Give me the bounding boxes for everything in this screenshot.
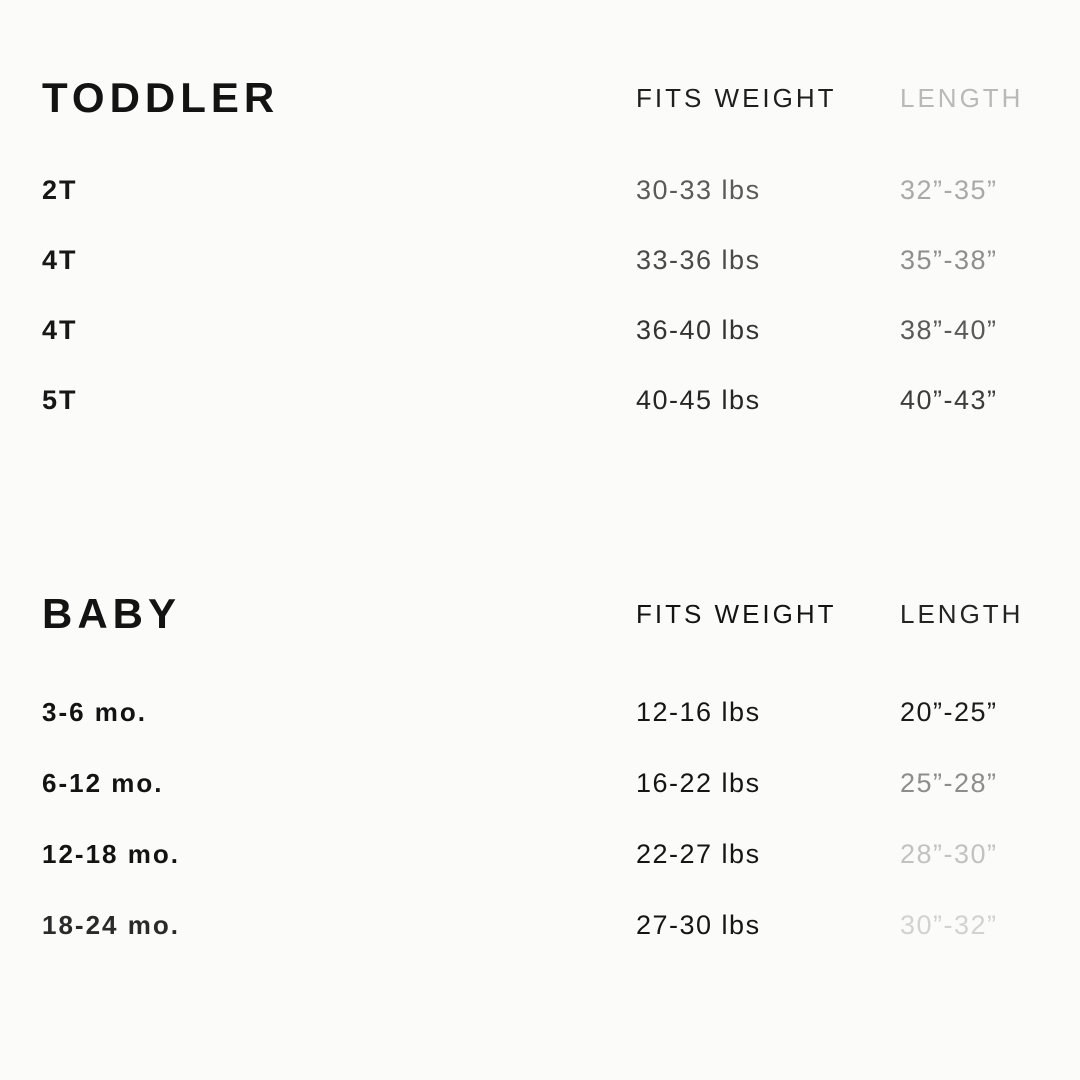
column-header-length-toddler: LENGTH — [900, 83, 1024, 113]
section-header-toddler — [0, 72, 1080, 134]
column-header-length-baby: LENGTH — [900, 599, 1024, 629]
cell-weight: 27-30 lbs — [636, 910, 761, 940]
cell-weight: 30-33 lbs — [636, 175, 761, 205]
cell-length: 20”-25” — [900, 697, 998, 727]
cell-size: 18-24 mo. — [42, 910, 180, 940]
cell-size: 5T — [42, 385, 78, 415]
section-header-baby — [0, 588, 1080, 650]
section-title-baby: BABY — [42, 590, 182, 637]
cell-size: 12-18 mo. — [42, 839, 180, 869]
table-row — [0, 763, 1080, 834]
cell-length: 40”-43” — [900, 385, 998, 415]
table-row — [0, 905, 1080, 976]
cell-size: 2T — [42, 175, 78, 205]
cell-length: 38”-40” — [900, 315, 998, 345]
table-row — [0, 692, 1080, 763]
table-row — [0, 240, 1080, 310]
table-row — [0, 310, 1080, 380]
column-header-fits-weight-toddler: FITS WEIGHT — [636, 83, 837, 113]
table-row — [0, 380, 1080, 450]
column-header-fits-weight-baby: FITS WEIGHT — [636, 599, 837, 629]
size-section-toddler — [0, 72, 1080, 450]
cell-length: 25”-28” — [900, 768, 998, 798]
cell-length: 32”-35” — [900, 175, 998, 205]
size-section-baby — [0, 588, 1080, 972]
cell-weight: 33-36 lbs — [636, 245, 761, 275]
cell-weight: 22-27 lbs — [636, 839, 761, 869]
cell-weight: 16-22 lbs — [636, 768, 761, 798]
size-rows-toddler — [0, 170, 1080, 450]
size-rows-baby — [0, 692, 1080, 972]
cell-weight: 40-45 lbs — [636, 385, 761, 415]
cell-length: 28”-30” — [900, 839, 998, 869]
cell-size: 4T — [42, 315, 78, 345]
cell-size: 4T — [42, 245, 78, 275]
cell-size: 6-12 mo. — [42, 768, 164, 798]
cell-size: 3-6 mo. — [42, 697, 148, 727]
cell-weight: 12-16 lbs — [636, 697, 761, 727]
table-row — [0, 834, 1080, 905]
section-title-toddler: TODDLER — [42, 74, 280, 121]
cell-weight: 36-40 lbs — [636, 315, 761, 345]
table-row — [0, 170, 1080, 240]
cell-length: 30”-32” — [900, 910, 998, 940]
cell-length: 35”-38” — [900, 245, 998, 275]
